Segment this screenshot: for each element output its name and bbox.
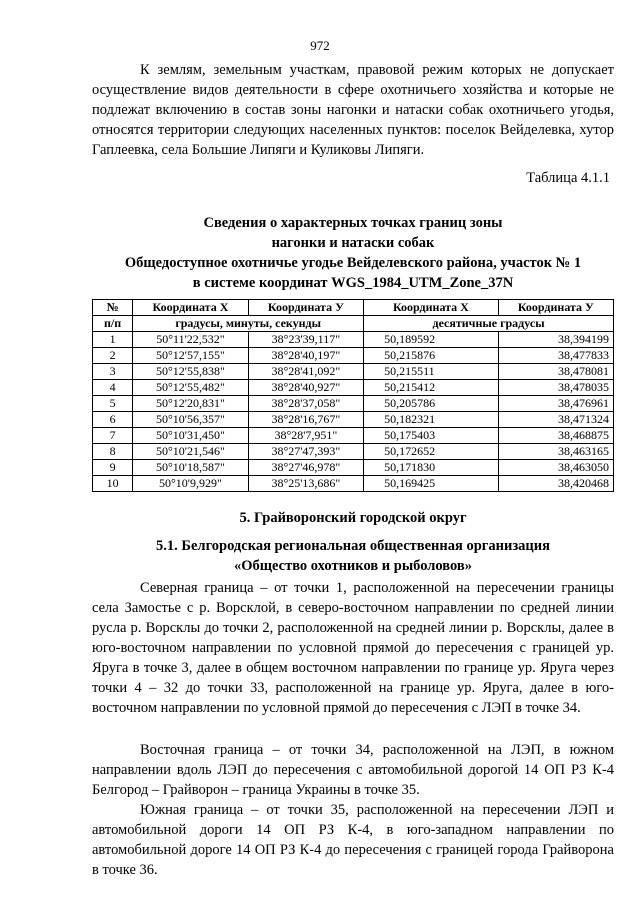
- cell-y-decimal: 38,476961: [498, 396, 613, 412]
- header-dms-group: градусы, минуты, секунды: [133, 316, 364, 332]
- cell-x-decimal: 50,171830: [364, 460, 499, 476]
- table-row: [93, 444, 614, 460]
- cell-point-number: 7: [93, 428, 133, 444]
- cell-x-dms: 50°10'21,546": [133, 444, 248, 460]
- cell-x-dms: 50°10'31,450": [133, 428, 248, 444]
- cell-x-decimal: 50,189592: [364, 332, 499, 348]
- south-border-paragraph: Южная граница – от точки 35, расположенной на пересечении ЛЭП и автомобильной дороги 14 ОП РЗ К-4, в юго-западном направлении по автомобильной дороге 14 ОП РЗ К-4 до пересечения с границей города Грайворона в точке 36.: [92, 802, 614, 878]
- cell-y-dms: 38°27'47,393": [248, 444, 363, 460]
- cell-x-decimal: 50,182321: [364, 412, 499, 428]
- caption-line: в системе координат WGS_1984_UTM_Zone_37N: [192, 275, 514, 291]
- caption-line: Общедоступное охотничье угодье Вейделевского района, участок № 1: [124, 255, 582, 271]
- cell-y-dms: 38°25'13,686": [248, 476, 363, 492]
- coordinates-table: [92, 299, 614, 492]
- cell-point-number: 10: [93, 476, 133, 492]
- cell-x-dms: 50°10'18,587": [133, 460, 248, 476]
- cell-y-dms: 38°28'16,767": [248, 412, 363, 428]
- header-num-bottom: п/п: [93, 316, 133, 332]
- cell-y-decimal: 38,463165: [498, 444, 613, 460]
- table-row: [93, 460, 614, 476]
- cell-y-decimal: 38,463050: [498, 460, 613, 476]
- section-heading: 5. Грайворонский городской округ: [239, 510, 467, 526]
- table-row: [93, 396, 614, 412]
- caption-line: Сведения о характерных точках границ зоны: [203, 215, 503, 231]
- cell-x-dms: 50°10'56,357": [133, 412, 248, 428]
- cell-y-decimal: 38,478035: [498, 380, 613, 396]
- header-coord-y-dec: Координата У: [498, 300, 613, 316]
- header-num-top: №: [93, 300, 133, 316]
- cell-x-decimal: 50,215511: [364, 364, 499, 380]
- table-row: [93, 380, 614, 396]
- cell-y-decimal: 38,478081: [498, 364, 613, 380]
- cell-y-dms: 38°28'37,058": [248, 396, 363, 412]
- east-border-paragraph: Восточная граница – от точки 34, расположенной на ЛЭП, в южном направлении вдоль ЛЭП до пересечения с автомобильной дорогой 14 ОП РЗ К-4 Белгород – Грайворон – граница Украины в точке 35.: [92, 742, 614, 798]
- table-row: [93, 364, 614, 380]
- cell-x-dms: 50°10'9,929": [133, 476, 248, 492]
- header-dec-group: десятичные градусы: [364, 316, 614, 332]
- table-row: [93, 348, 614, 364]
- caption-line: нагонки и натаски собак: [271, 235, 435, 251]
- table-label: Таблица 4.1.1: [526, 170, 610, 186]
- cell-y-decimal: 38,394199: [498, 332, 613, 348]
- cell-y-decimal: 38,471324: [498, 412, 613, 428]
- cell-point-number: 8: [93, 444, 133, 460]
- cell-point-number: 3: [93, 364, 133, 380]
- table-row: [93, 476, 614, 492]
- cell-y-dms: 38°27'46,978": [248, 460, 363, 476]
- cell-y-dms: 38°28'40,197": [248, 348, 363, 364]
- cell-point-number: 2: [93, 348, 133, 364]
- north-border-paragraph: Северная граница – от точки 1, расположенной на пересечении границы села Замостье с р. Ворсклой, в северо-восточном направлении по средней линии русла р. Ворсклы до точки 2, расположенной на средней линии р. Ворсклы, далее в юго-восточном направлении по условной прямой до пересечения с границей ур. Яруга в точке 3, далее в общем восточном направлении по границе ур. Яруга через точки 4 – 32 до точки 33, расположенной на границе ур. Яруга, далее в юго-восточном направлении по условной прямой до пересечения с ЛЭП в точке 34.: [92, 580, 614, 716]
- cell-y-decimal: 38,420468: [498, 476, 613, 492]
- intro-paragraph: К землям, земельным участкам, правовой режим которых не допускает осуществление видов деятельности в сфере охотничьего хозяйства и которые не подлежат включению в состав зоны нагонки и натаски собак охотничьего угодья, относятся территории следующих населенных пунктов: поселок Вейделевка, хутор Гаплеевка, села Большие Липяги и Куликовы Липяги.: [92, 62, 614, 158]
- cell-x-decimal: 50,175403: [364, 428, 499, 444]
- cell-point-number: 4: [93, 380, 133, 396]
- cell-y-decimal: 38,468875: [498, 428, 613, 444]
- cell-point-number: 5: [93, 396, 133, 412]
- header-coord-x-dec: Координата X: [364, 300, 499, 316]
- cell-x-decimal: 50,172652: [364, 444, 499, 460]
- cell-y-dms: 38°23'39,117": [248, 332, 363, 348]
- cell-x-dms: 50°12'57,155": [133, 348, 248, 364]
- subsection-heading-line: «Общество охотников и рыболовов»: [234, 558, 472, 574]
- cell-x-dms: 50°11'22,532": [133, 332, 248, 348]
- cell-point-number: 9: [93, 460, 133, 476]
- cell-point-number: 1: [93, 332, 133, 348]
- cell-y-decimal: 38,477833: [498, 348, 613, 364]
- coordinates-table-body: [93, 332, 614, 492]
- table-row: [93, 412, 614, 428]
- cell-x-dms: 50°12'20,831": [133, 396, 248, 412]
- cell-x-decimal: 50,215412: [364, 380, 499, 396]
- cell-x-decimal: 50,215876: [364, 348, 499, 364]
- page-number: 972: [310, 38, 330, 53]
- table-caption: [92, 213, 614, 293]
- cell-x-decimal: 50,205786: [364, 396, 499, 412]
- table-row: [93, 332, 614, 348]
- cell-x-decimal: 50,169425: [364, 476, 499, 492]
- cell-y-dms: 38°28'40,927": [248, 380, 363, 396]
- cell-y-dms: 38°28'7,951": [248, 428, 363, 444]
- table-row: [93, 428, 614, 444]
- cell-point-number: 6: [93, 412, 133, 428]
- header-coord-y-dms: Координата У: [248, 300, 363, 316]
- subsection-heading-line: 5.1. Белгородская региональная общественная организация: [156, 538, 550, 554]
- cell-x-dms: 50°12'55,838": [133, 364, 248, 380]
- cell-y-dms: 38°28'41,092": [248, 364, 363, 380]
- header-coord-x-dms: Координата X: [133, 300, 248, 316]
- subsection-heading: [92, 536, 614, 576]
- cell-x-dms: 50°12'55,482": [133, 380, 248, 396]
